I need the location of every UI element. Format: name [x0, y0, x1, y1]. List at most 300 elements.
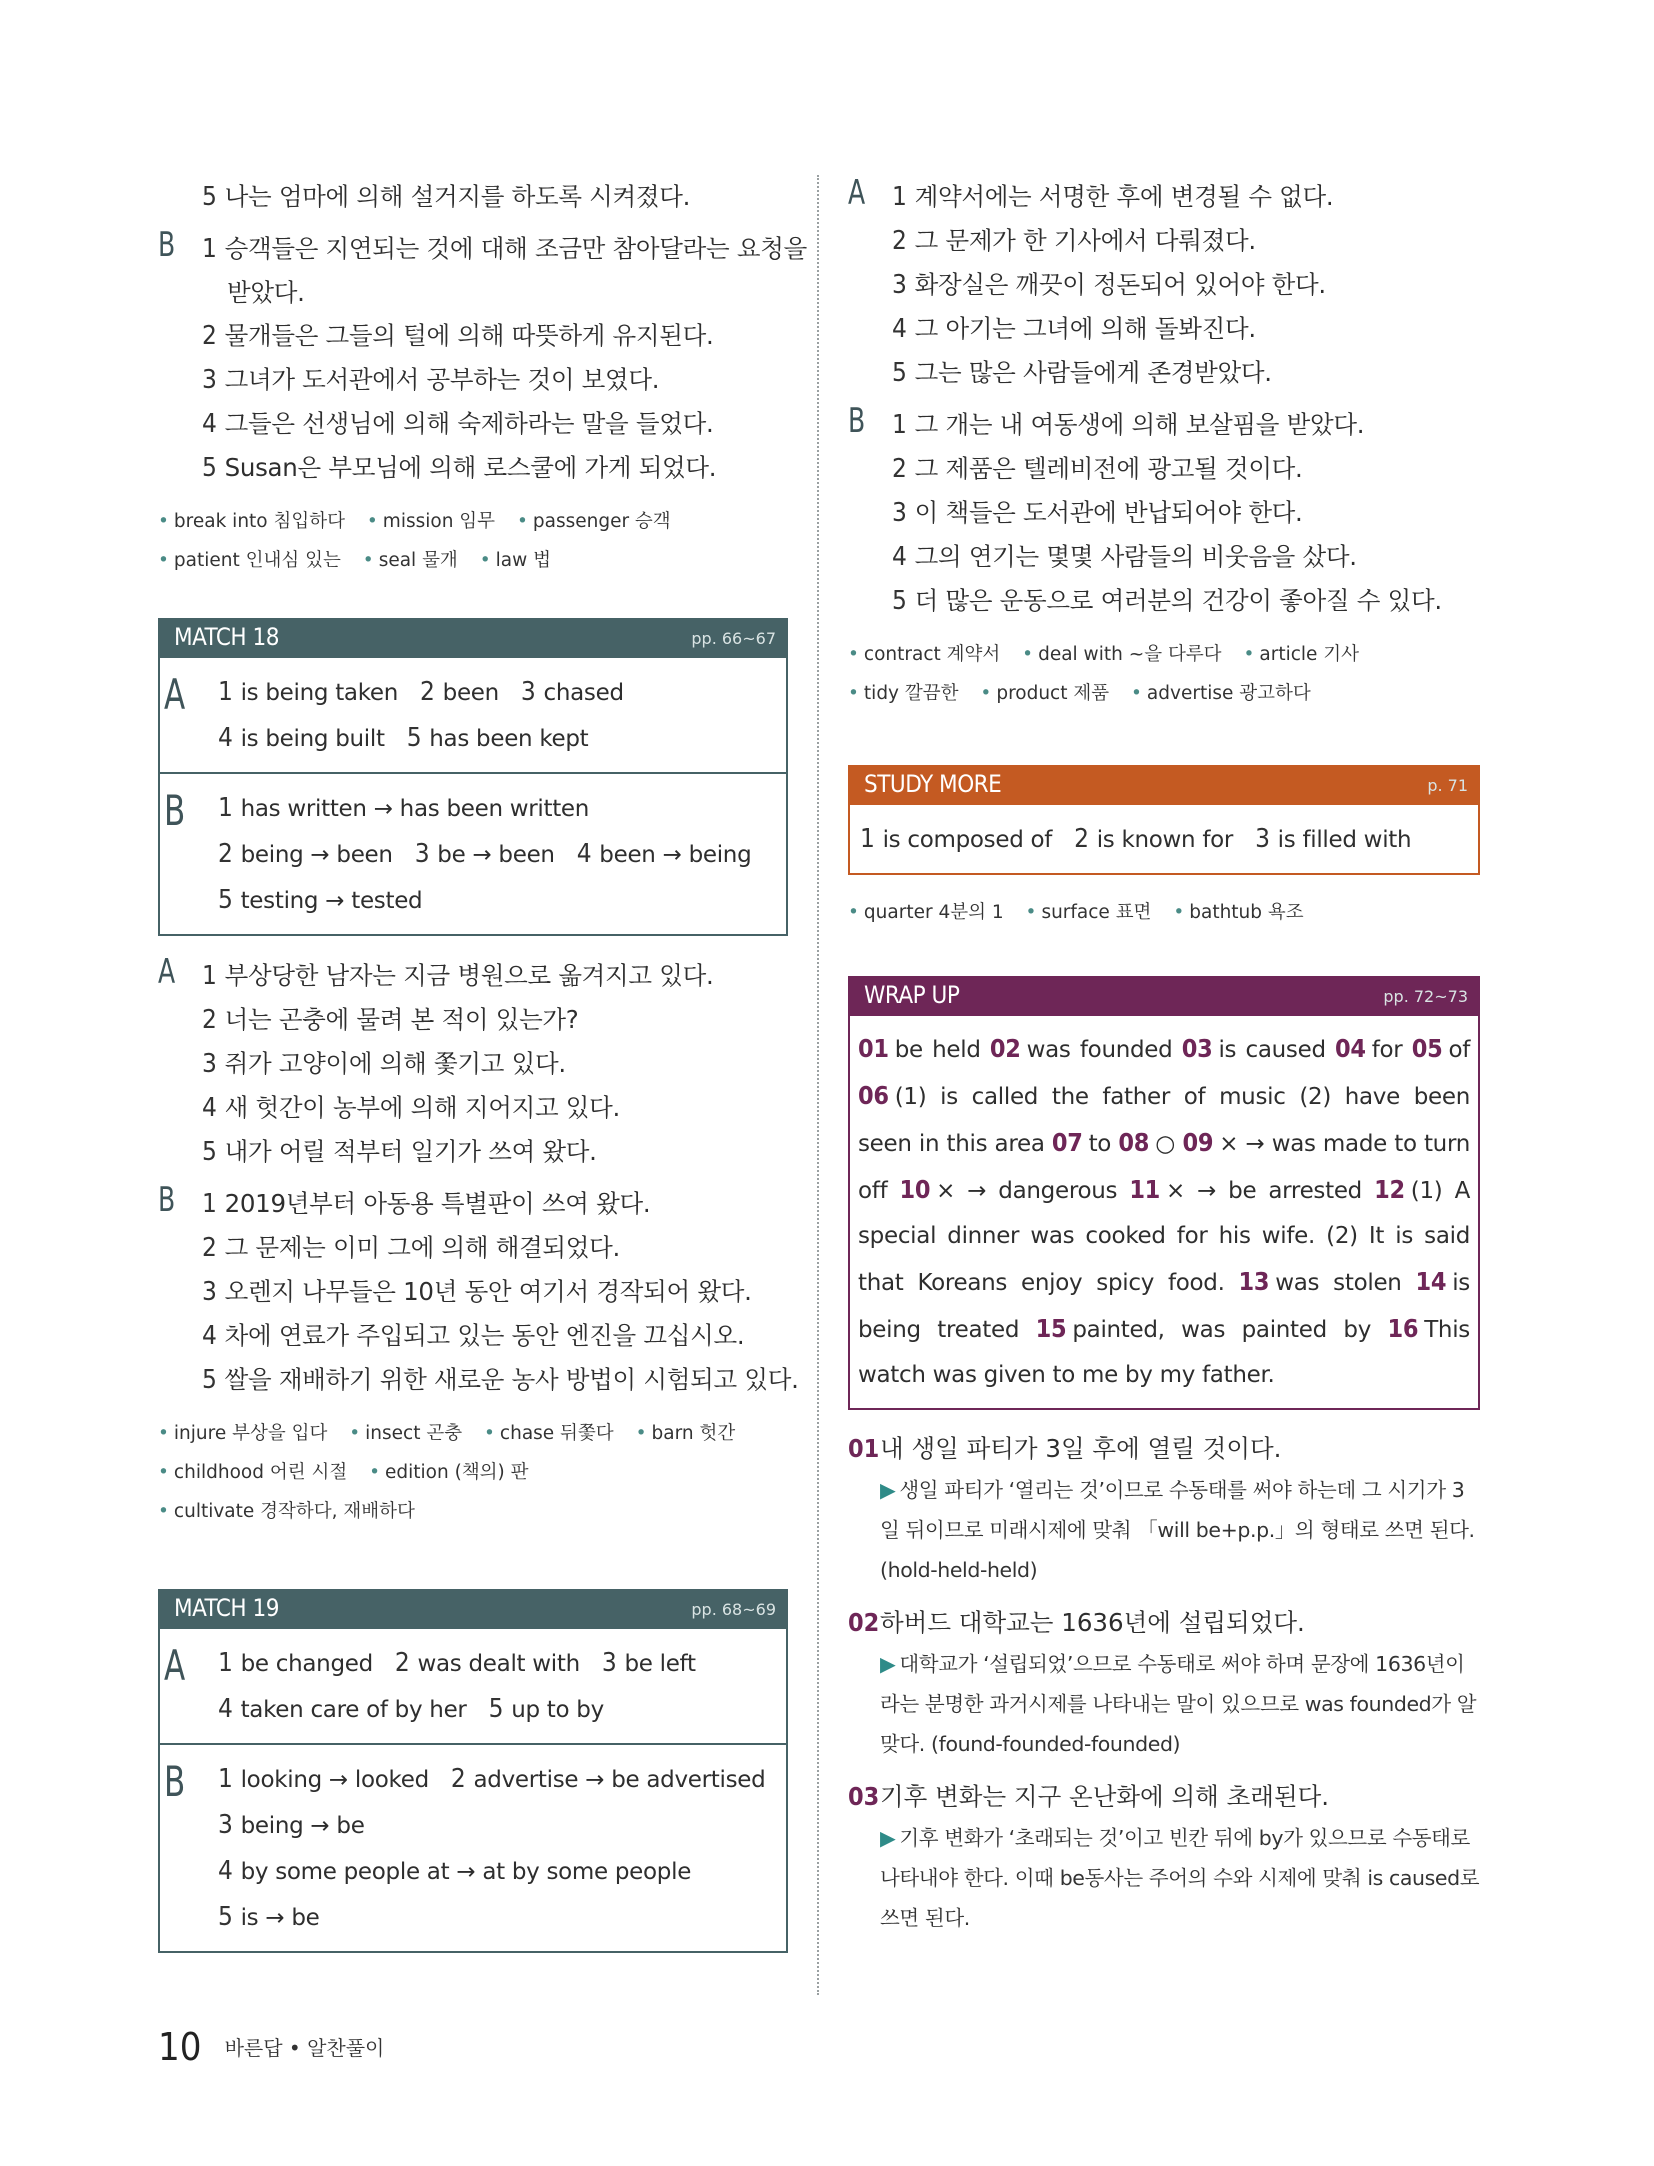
explanation-text [880, 1644, 1480, 1764]
answer-number: 03 [1181, 1034, 1213, 1063]
vocab-item [158, 1423, 327, 1444]
vocab-text: deal with ~을 다루다 [1038, 644, 1222, 665]
answer-text: (1) is called the father of music (2) have been seen in this area [858, 1084, 1470, 1157]
answer-text: being → been [240, 842, 393, 868]
vocab-item [1022, 644, 1221, 665]
answer-number: 3 [1255, 824, 1270, 854]
answer-number: 2 [420, 677, 435, 707]
prev-a-tail [158, 175, 788, 219]
vocab-text: contract 계약서 [863, 644, 1001, 665]
answer-line [218, 670, 786, 716]
match18-kor-a-section [158, 954, 788, 1174]
sentence-text: 너는 곤충에 물려 본 적이 있는가? [224, 1005, 579, 1034]
vocabulary-list [848, 635, 1480, 713]
match18-kor-b-letter: B [158, 1180, 176, 1220]
answer-number: 13 [1238, 1267, 1270, 1296]
bullet-icon: • [848, 902, 859, 923]
answer-text: is filled with [1277, 827, 1412, 853]
sentence-text: 받았다. [227, 278, 305, 307]
answer-text: is being taken [240, 680, 399, 706]
sentence-line [892, 263, 1480, 307]
item-number: 4 [202, 409, 217, 439]
right-column [848, 175, 1480, 1950]
spacer [158, 580, 788, 618]
answer-number: 3 [218, 1810, 233, 1840]
item-number: 2 [202, 321, 217, 351]
sentence-text: 새 헛간이 농부에 의해 지어지고 있다. [224, 1093, 621, 1122]
sentence-text: 쌀을 재배하기 위한 새로운 농사 방법이 시험되고 있다. [224, 1365, 799, 1394]
sentence-text: 계약서에는 서명한 후에 변경될 수 없다. [914, 182, 1334, 211]
page-range: pp. 68~69 [691, 1600, 776, 1619]
explanation-number: 01 [848, 1434, 880, 1463]
wrap-up-box [848, 976, 1480, 1410]
wrap-answer [989, 1034, 1173, 1063]
vocab-item [848, 644, 1000, 665]
vocab-item [484, 1423, 614, 1444]
explanation-text [880, 1470, 1480, 1590]
page-range: pp. 66~67 [691, 629, 776, 648]
answer-number: 3 [414, 839, 430, 869]
sentence-line [202, 1086, 788, 1130]
bullet-icon: • [369, 1462, 381, 1483]
sentence-line [202, 1182, 788, 1226]
answer-text: being → be [240, 1813, 365, 1839]
vocab-text: surface 표면 [1041, 902, 1152, 923]
answer-number: 4 [218, 1694, 233, 1724]
sentence-line [202, 175, 788, 219]
item-number: 3 [892, 270, 907, 300]
vocab-text: cultivate 경작하다, 재배하다 [173, 1501, 415, 1522]
sentence-line [202, 1270, 788, 1314]
sentence-text: 그 개는 내 여동생에 의해 보살핌을 받았다. [914, 410, 1365, 439]
sentence-line [892, 219, 1480, 263]
page-range: p. 71 [1427, 776, 1468, 795]
answer-text: This watch was given to me by my father. [858, 1317, 1470, 1388]
item-number: 2 [202, 1005, 217, 1035]
vocab-item [369, 1462, 528, 1483]
bullet-icon: • [1131, 683, 1142, 704]
page-footer [158, 2025, 384, 2069]
answer-number: 4 [576, 839, 592, 869]
explanation-number: 03 [848, 1782, 880, 1811]
answer-number: 1 [860, 824, 875, 854]
item-number: 5 [202, 182, 217, 212]
vocab-item [367, 511, 495, 532]
answer-number: 1 [218, 793, 233, 823]
bullet-icon: • [158, 550, 169, 571]
explanation-item [848, 1776, 1480, 1938]
answer-text: × → was made to turn off [858, 1131, 1470, 1204]
sentence-line [892, 535, 1480, 579]
item-number: 5 [202, 1137, 217, 1167]
item-number: 3 [202, 1277, 217, 1307]
sentence-line [202, 402, 788, 446]
bullet-icon: • [349, 1423, 361, 1444]
answer-text: be → been [437, 842, 555, 868]
vocab-text: childhood 어린 시절 [173, 1462, 348, 1483]
box-title: MATCH 18 [174, 623, 279, 651]
answer-text: of [1448, 1037, 1471, 1063]
answer-text: × → dangerous [936, 1178, 1118, 1204]
wrap-answer [899, 1175, 1118, 1204]
sentence-line [202, 1226, 788, 1270]
box-header [158, 618, 788, 658]
wrap-up-answers [850, 1016, 1478, 1408]
sentence-text: 그 문제는 이미 그에 의해 해결되었다. [224, 1233, 621, 1262]
wrap-answer [1129, 1175, 1362, 1204]
vocab-item [1173, 902, 1303, 923]
item-number: 5 [202, 453, 217, 483]
bullet-icon: • [635, 1423, 647, 1444]
vocabulary-list [158, 502, 788, 580]
vocab-text: patient 인내심 있는 [173, 550, 341, 571]
answer-number: 5 [218, 1902, 233, 1932]
answer-text: by some people at → at by some people [240, 1859, 692, 1885]
prev-b-section [158, 225, 807, 490]
answer-number: 01 [858, 1034, 889, 1063]
item-number: 5 [892, 358, 907, 388]
vocab-item [158, 1501, 415, 1522]
section-letter: A [164, 670, 186, 719]
vocab-item [848, 683, 959, 704]
sentence-text: 그는 많은 사람들에게 존경받았다. [914, 358, 1272, 387]
answer-text: chased [543, 680, 624, 706]
page-number: 10 [158, 2025, 202, 2069]
bullet-icon: • [158, 1423, 169, 1444]
answer-line [218, 716, 786, 762]
vocab-text: chase 뒤쫓다 [499, 1423, 614, 1444]
vocab-text: barn 헛간 [651, 1423, 736, 1444]
box-title: WRAP UP [864, 981, 960, 1009]
answer-number: 11 [1129, 1175, 1161, 1204]
answer-number: 09 [1182, 1128, 1214, 1157]
sentence-line [202, 998, 788, 1042]
answer-number: 07 [1051, 1128, 1083, 1157]
sentence-text: 화장실은 깨끗이 정돈되어 있어야 한다. [914, 270, 1326, 299]
answer-text: is → be [240, 1905, 320, 1931]
item-number: 4 [892, 314, 907, 344]
sentence-line [202, 446, 788, 490]
match19-kor-a-letter: A [848, 173, 866, 213]
wrap-answer [1051, 1128, 1112, 1157]
bullet-icon: • [980, 683, 992, 704]
vocab-text: insect 곤충 [365, 1423, 463, 1444]
explanation-item [848, 1428, 1480, 1590]
vocabulary-list [848, 893, 1480, 932]
sentence-text: 그의 연기는 몇몇 사람들의 비웃음을 샀다. [914, 542, 1357, 571]
answer-text: be left [624, 1651, 696, 1677]
sentence-line [202, 954, 788, 998]
answer-text: is being built [240, 726, 385, 752]
sentence-text: 그 아기는 그녀에 의해 돌봐진다. [914, 314, 1256, 343]
sentence-text: 이 책들은 도서관에 반납되어야 한다. [914, 498, 1303, 527]
vocab-text: edition (책의) 판 [385, 1462, 529, 1483]
match18-kor-b-section [158, 1180, 799, 1402]
answer-number: 08 [1118, 1128, 1150, 1157]
answer-number: 5 [218, 885, 233, 915]
vocab-item [480, 550, 551, 571]
bullet-icon: • [484, 1423, 495, 1444]
answer-number: 5 [488, 1694, 504, 1724]
answer-text: for [1371, 1037, 1403, 1063]
sentence-line [892, 175, 1480, 219]
explanation-sentence: 내 생일 파티가 3일 후에 열릴 것이다. [880, 1434, 1282, 1463]
vocab-text: product 제품 [996, 683, 1110, 704]
section-letter: B [164, 786, 186, 835]
answer-text: is composed of [882, 827, 1053, 853]
bullet-icon: • [479, 550, 491, 571]
section-letter: B [164, 1757, 186, 1806]
answer-line [218, 878, 786, 924]
answer-text: advertise → be advertised [473, 1767, 766, 1793]
wrap-answer [1118, 1128, 1176, 1157]
answer-number: 5 [406, 723, 422, 753]
answer-text: has been kept [429, 726, 589, 752]
wrap-answer [1335, 1034, 1403, 1063]
answer-number: 3 [520, 677, 536, 707]
answer-line [218, 832, 786, 878]
wrap-answer [1411, 1034, 1471, 1063]
column-divider [817, 175, 819, 1995]
bullet-icon: • [1022, 644, 1034, 665]
explanation-number: 02 [848, 1608, 880, 1637]
prev-b-letter: B [158, 225, 176, 265]
answer-text: been [442, 680, 499, 706]
answer-number: 1 [218, 677, 233, 707]
vocab-item [158, 550, 341, 571]
item-number: 3 [202, 1049, 217, 1079]
answer-text: is being treated [858, 1270, 1470, 1343]
spacer [848, 932, 1480, 976]
item-number: 4 [202, 1321, 217, 1351]
vocab-text: passenger 승객 [532, 511, 671, 532]
sentence-line [202, 1358, 799, 1402]
explanation-body: 기후 변화가 ‘초래되는 것’이고 빈칸 뒤에 by가 있으므로 수동태로 나타내야 한다. 이때 be동사는 주어의 수와 시제에 맞춰 is caused로 쓰면 된다. [880, 1826, 1480, 1930]
triangle-icon: ▶ [880, 1826, 896, 1850]
answer-number: 04 [1335, 1034, 1366, 1063]
vocab-text: article 기사 [1259, 644, 1360, 665]
answer-number: 1 [218, 1648, 233, 1678]
vocab-item [158, 1462, 347, 1483]
answer-text: (1) A special dinner was cooked for his wife. (2) It is said that Koreans enjoy spicy food. [858, 1178, 1471, 1296]
page-range: pp. 72~73 [1383, 987, 1468, 1006]
answer-row [160, 772, 786, 934]
answer-text: was dealt with [417, 1651, 580, 1677]
sentence-text: 2019년부터 아동용 특별판이 쓰여 왔다. [224, 1189, 651, 1218]
vocab-item [1131, 683, 1311, 704]
sentence-line [892, 491, 1480, 535]
sentence-line [892, 307, 1480, 351]
sentence-line [202, 227, 807, 271]
bullet-icon: • [1243, 644, 1255, 665]
answer-number: 15 [1035, 1314, 1067, 1343]
answer-line [218, 1687, 786, 1733]
answer-line [218, 786, 786, 832]
sentence-text: 나는 엄마에 의해 설거지를 하도록 시켜졌다. [224, 182, 691, 211]
match18-kor-a-letter: A [158, 952, 176, 992]
answer-text: up to by [511, 1697, 604, 1723]
vocab-text: law 법 [495, 550, 551, 571]
answer-number: 1 [218, 1764, 233, 1794]
answer-number: 2 [450, 1764, 466, 1794]
answer-text: painted, was painted by [1072, 1317, 1372, 1343]
study-more-box [848, 765, 1480, 875]
left-column [158, 175, 807, 1971]
sentence-text: 승객들은 지연되는 것에 대해 조금만 참아달라는 요청을 [224, 234, 807, 263]
item-number: 2 [202, 1233, 217, 1263]
wrap-answer [858, 1034, 981, 1063]
answer-text: be changed [240, 1651, 373, 1677]
box-header [848, 765, 1480, 805]
answer-line [218, 1757, 786, 1803]
explanation-sentence: 기후 변화는 지구 온난화에 의해 초래된다. [880, 1782, 1330, 1811]
match-18-box [158, 618, 788, 936]
bullet-icon: • [362, 550, 374, 571]
wrap-answer [1181, 1034, 1326, 1063]
wrap-answer [1035, 1314, 1372, 1343]
answer-line [860, 817, 1478, 863]
answer-row [160, 1743, 786, 1951]
bullet-icon: • [516, 511, 528, 532]
vocab-text: bathtub 욕조 [1189, 902, 1304, 923]
answer-line [218, 1641, 786, 1687]
answer-line [218, 1895, 786, 1941]
explanation-body: 생일 파티가 ‘열리는 것’이므로 수동태를 써야 하는데 그 시기가 3일 뒤이므로 미래시제에 맞춰 「will be+p.p.」의 형태로 쓰면 된다. (hold-held-held) [880, 1478, 1475, 1582]
spacer [158, 1531, 788, 1589]
vocab-item [848, 902, 1004, 923]
footer-label: 바른답 • 알찬풀이 [224, 2036, 385, 2060]
item-number: 1 [202, 234, 217, 264]
answer-number: 05 [1411, 1034, 1443, 1063]
vocab-item [1026, 902, 1152, 923]
item-number: 1 [202, 1189, 217, 1219]
answer-line [218, 1803, 786, 1849]
item-number: 3 [202, 365, 217, 395]
item-number: 1 [892, 410, 907, 440]
item-number: 4 [892, 542, 907, 572]
item-number: 2 [892, 226, 907, 256]
sentence-line [892, 351, 1480, 395]
box-header [158, 1589, 788, 1629]
answer-number: 10 [899, 1175, 931, 1204]
sentence-text: 그 문제가 한 기사에서 다뤄졌다. [914, 226, 1256, 255]
answer-text: is known for [1096, 827, 1234, 853]
triangle-icon: ▶ [880, 1652, 896, 1676]
match-19-box [158, 1589, 788, 1953]
answer-number: 2 [1074, 824, 1089, 854]
item-number: 5 [892, 586, 907, 616]
answer-number: 02 [989, 1034, 1021, 1063]
match19-kor-b-letter: B [848, 401, 866, 441]
answer-text: ○ [1155, 1131, 1176, 1157]
item-number: 4 [202, 1093, 217, 1123]
answer-number: 4 [218, 723, 233, 753]
triangle-icon: ▶ [880, 1478, 896, 1502]
answer-number: 12 [1374, 1175, 1405, 1204]
sentence-line [892, 403, 1480, 447]
wrap-answer [1238, 1267, 1402, 1296]
match19-kor-b-section [848, 403, 1480, 623]
answer-text: × → be arrested [1166, 1178, 1362, 1204]
section-letter: A [164, 1641, 186, 1690]
sentence-text: 오렌지 나무들은 10년 동안 여기서 경작되어 왔다. [224, 1277, 752, 1306]
sentence-text: 차에 연료가 주입되고 있는 동안 엔진을 끄십시오. [224, 1321, 745, 1350]
vocab-text: mission 임무 [382, 511, 496, 532]
answer-row [160, 1629, 786, 1743]
sentence-line [202, 314, 788, 358]
vocab-text: tidy 깔끔한 [863, 683, 959, 704]
answer-text: is caused [1218, 1037, 1326, 1063]
box-header [848, 976, 1480, 1016]
answer-number: 16 [1387, 1314, 1419, 1343]
explanation-sentence: 하버드 대학교는 1636년에 설립되었다. [880, 1608, 1305, 1637]
match19-kor-a-section [848, 175, 1480, 395]
item-number: 3 [892, 498, 907, 528]
sentence-text: 그들은 선생님에 의해 숙제하라는 말을 들었다. [224, 409, 714, 438]
bullet-icon: • [158, 1501, 169, 1522]
sentence-text: Susan은 부모님에 의해 로스쿨에 가게 되었다. [224, 453, 717, 482]
sentence-text: 내가 어릴 적부터 일기가 쓰여 왔다. [224, 1137, 597, 1166]
explanation-item [848, 1602, 1480, 1764]
answer-text: be held [894, 1037, 981, 1063]
vocabulary-list [158, 1414, 788, 1531]
spacer [848, 713, 1480, 765]
answer-text: has written → has been written [240, 796, 590, 822]
vocab-item [517, 511, 671, 532]
sentence-text: 그 제품은 텔레비전에 광고될 것이다. [914, 454, 1303, 483]
answer-text: been → being [599, 842, 752, 868]
answer-text: taken care of by her [240, 1697, 467, 1723]
answer-text: to [1088, 1131, 1112, 1157]
sentence-text: 쥐가 고양이에 의해 쫓기고 있다. [224, 1049, 566, 1078]
vocab-text: injure 부상을 입다 [173, 1423, 328, 1444]
vocab-text: advertise 광고하다 [1146, 683, 1311, 704]
explanation-body: 대학교가 ‘설립되었’으므로 수동태로 써야 하며 문장에 1636년이라는 분명한 과거시제를 나타내는 말이 있으므로 was founded가 알맞다. (found-founded-founded) [880, 1652, 1477, 1756]
sentence-text: 그녀가 도서관에서 공부하는 것이 보였다. [224, 365, 660, 394]
sentence-text: 더 많은 운동으로 여러분의 건강이 좋아질 수 있다. [914, 586, 1442, 615]
vocab-item [363, 550, 458, 571]
explanation-text [880, 1818, 1480, 1938]
answer-text: was stolen [1275, 1270, 1402, 1296]
answer-number: 4 [218, 1856, 233, 1886]
sentence-line [892, 579, 1480, 623]
bullet-icon: • [366, 511, 378, 532]
sentence-line [202, 358, 788, 402]
answer-text: testing → tested [240, 888, 423, 914]
answer-number: 14 [1415, 1267, 1447, 1296]
answer-paragraph [858, 1026, 1470, 1398]
bullet-icon: • [848, 683, 859, 704]
vocab-text: break into 침입하다 [173, 511, 345, 532]
sentence-line [202, 1130, 788, 1174]
bullet-icon: • [1025, 902, 1037, 923]
sentence-line [202, 1314, 788, 1358]
box-title: STUDY MORE [864, 770, 1002, 798]
answer-text: was founded [1026, 1037, 1173, 1063]
box-title: MATCH 19 [174, 1594, 279, 1622]
answer-number: 06 [858, 1081, 889, 1110]
answer-line [218, 1849, 786, 1895]
answer-number: 2 [218, 839, 233, 869]
item-number: 2 [892, 454, 907, 484]
answer-number: 3 [601, 1648, 617, 1678]
sentence-line [202, 1042, 788, 1086]
answer-row [850, 805, 1478, 873]
vocab-item [349, 1423, 462, 1444]
item-number: 5 [202, 1365, 217, 1395]
bullet-icon: • [848, 644, 859, 665]
answer-row [160, 658, 786, 772]
